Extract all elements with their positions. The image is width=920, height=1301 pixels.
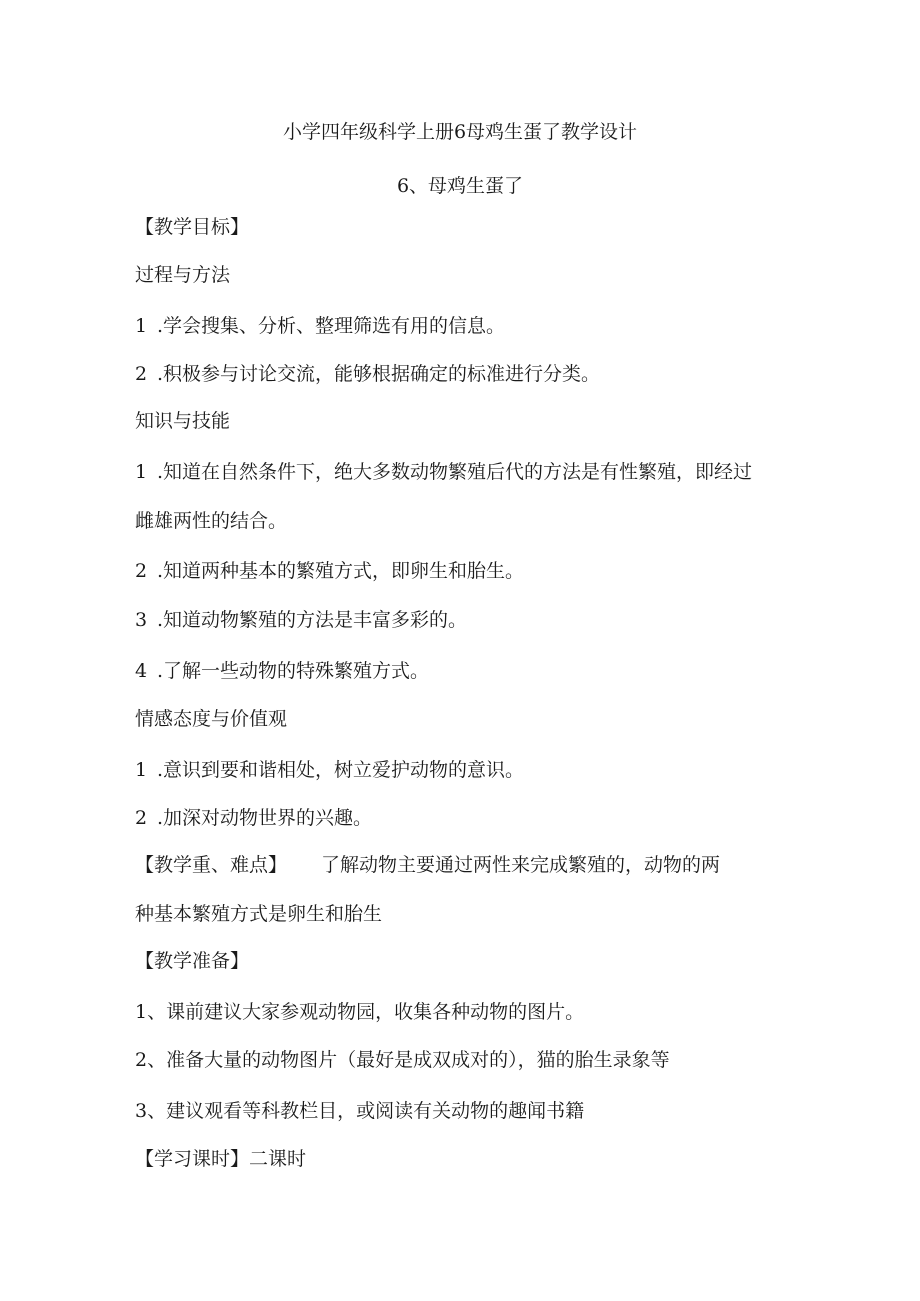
item-number: 3 [135, 609, 148, 631]
item-text: .学会搜集、分析、整理筛选有用的信息。 [157, 315, 506, 337]
item-number: 1 [135, 461, 148, 483]
item-number: 4 [135, 660, 148, 682]
process-item-1 [135, 314, 505, 338]
key-points-continuation: 种基本繁殖方式是卵生和胎生 [135, 903, 383, 925]
key-points-text: 了解动物主要通过两性来完成繁殖的，动物的两 [321, 854, 721, 876]
item-text: .积极参与讨论交流，能够根据确定的标准进行分类。 [157, 363, 601, 385]
prep-item-3: 3、建议观看等科教栏目，或阅读有关动物的趣闻书籍 [135, 1100, 585, 1122]
knowledge-item-1-continuation: 雌雄两性的结合。 [135, 510, 288, 532]
objectives-heading: 【教学目标】 [135, 216, 250, 238]
item-text: .知道在自然条件下，绝大多数动物繁殖后代的方法是有性繁殖，即经过 [157, 461, 753, 483]
item-text: .加深对动物世界的兴趣。 [157, 807, 373, 829]
item-number: 2 [135, 560, 148, 582]
hours-value: 二课时 [249, 1148, 307, 1170]
knowledge-heading: 知识与技能 [135, 410, 231, 432]
key-points-heading: 【教学重、难点】 [135, 854, 288, 876]
knowledge-item-4 [135, 659, 429, 683]
item-text: .知道两种基本的繁殖方式，即卵生和胎生。 [157, 560, 525, 582]
item-text: .意识到要和谐相处，树立爱护动物的意识。 [157, 759, 525, 781]
item-text: .了解一些动物的特殊繁殖方式。 [157, 660, 430, 682]
lesson-title: 6、母鸡生蛋了 [396, 175, 524, 197]
knowledge-item-1 [135, 460, 752, 484]
hours-line [135, 1147, 306, 1171]
prep-item-2: 2、准备大量的动物图片（最好是成双成对的），猫的胎生录象等 [135, 1049, 670, 1071]
item-text: .知道动物繁殖的方法是丰富多彩的。 [157, 609, 468, 631]
process-heading: 过程与方法 [135, 264, 231, 286]
knowledge-item-3 [135, 608, 467, 632]
key-points-line [135, 853, 720, 877]
item-number: 1 [135, 315, 148, 337]
hours-heading: 【学习课时】 [135, 1148, 250, 1170]
process-item-2 [135, 362, 600, 386]
item-number: 2 [135, 363, 148, 385]
prep-heading: 【教学准备】 [135, 950, 250, 972]
document-title: 小学四年级科学上册6母鸡生蛋了教学设计 [282, 121, 638, 143]
knowledge-item-2 [135, 559, 524, 583]
prep-item-1: 1、课前建议大家参观动物园，收集各种动物的图片。 [135, 1001, 585, 1023]
item-number: 1 [135, 759, 148, 781]
emotion-heading: 情感态度与价值观 [135, 708, 288, 730]
emotion-item-2 [135, 806, 372, 830]
emotion-item-1 [135, 758, 524, 782]
item-number: 2 [135, 807, 148, 829]
